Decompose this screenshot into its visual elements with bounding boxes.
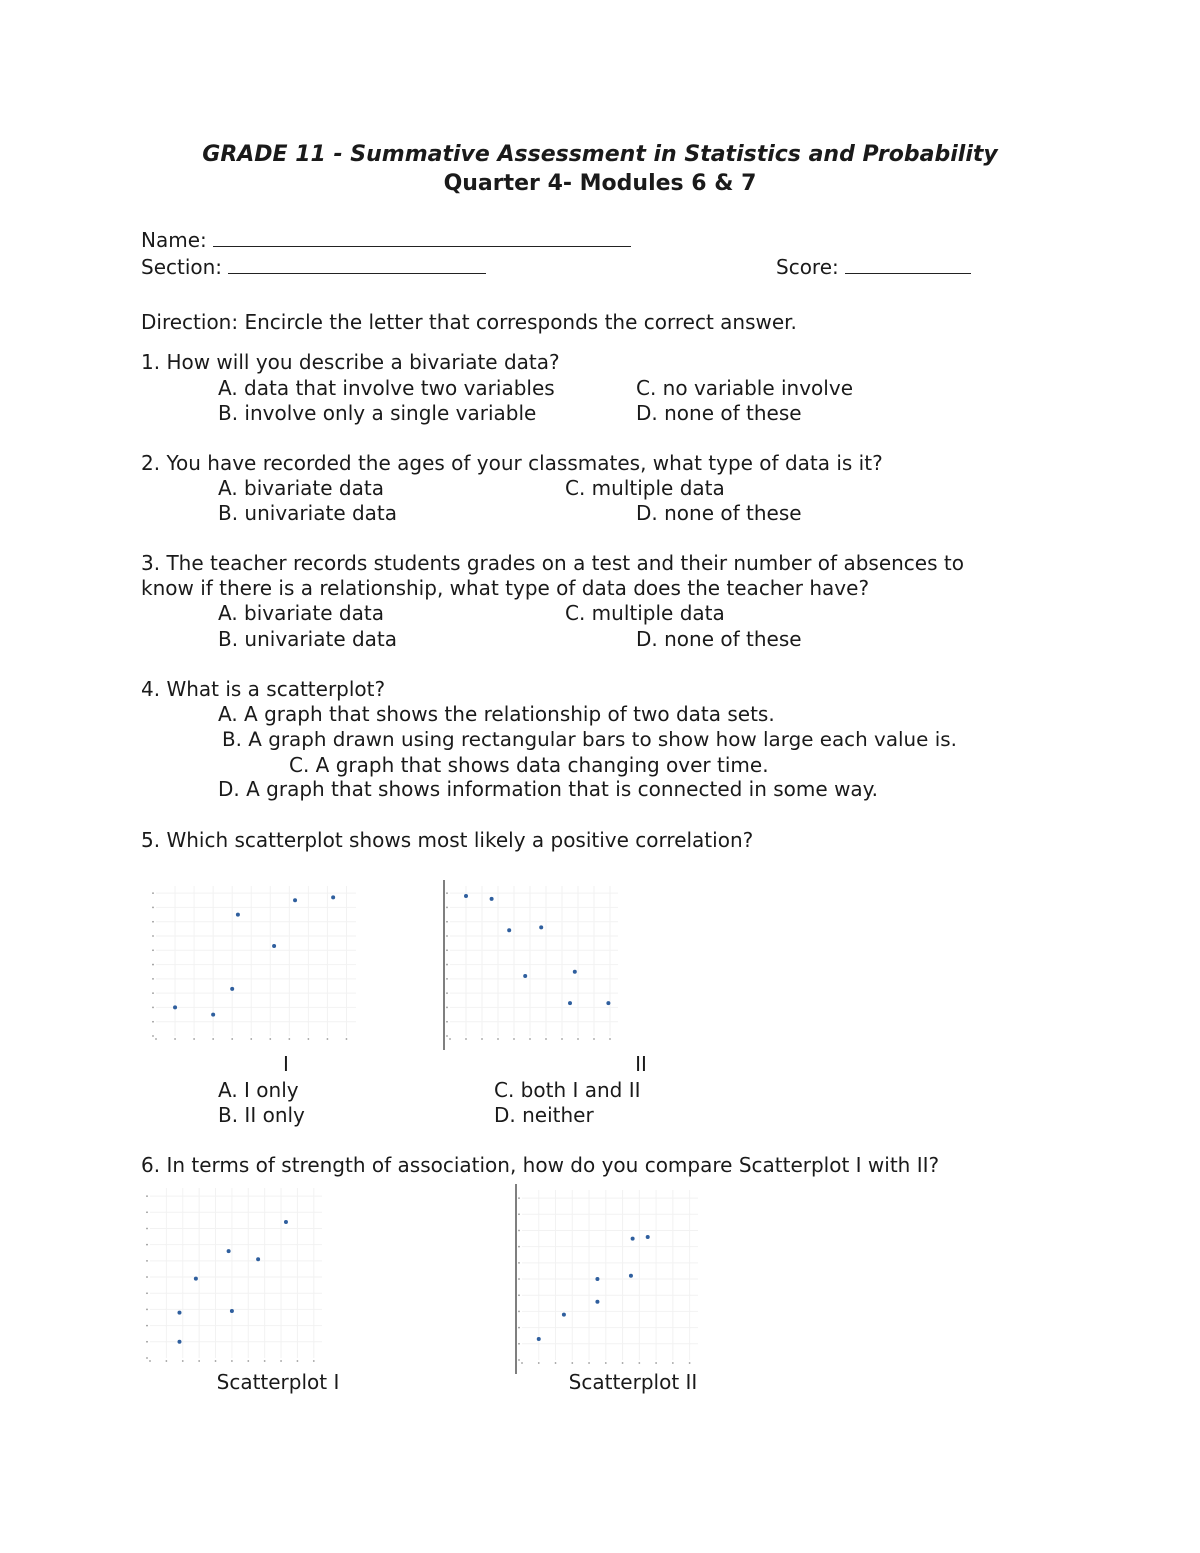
scatter-point xyxy=(631,1237,635,1241)
y-tick-mark xyxy=(152,964,154,966)
q2-choice-c[interactable]: C. multiple data xyxy=(565,476,725,500)
x-tick-mark xyxy=(672,1362,674,1364)
q1-choice-a[interactable]: A. data that involve two variables xyxy=(218,376,555,400)
y-tick-mark xyxy=(146,1292,148,1294)
y-tick-mark xyxy=(518,1294,520,1296)
y-tick-mark xyxy=(146,1260,148,1262)
plot-grid xyxy=(450,886,618,1036)
q3-choice-a[interactable]: A. bivariate data xyxy=(218,601,384,625)
question-5: 5. Which scatterplot shows most likely a positive correlation? xyxy=(141,828,754,852)
scatter-point xyxy=(227,1249,231,1253)
y-tick-mark xyxy=(446,935,448,937)
y-tick-mark xyxy=(518,1213,520,1215)
q3-choice-d[interactable]: D. none of these xyxy=(636,627,802,651)
scatter-point xyxy=(177,1340,181,1344)
section-field xyxy=(141,255,486,279)
q6-plot-label-i: Scatterplot I xyxy=(216,1370,340,1394)
q6-plot-label-ii: Scatterplot II xyxy=(568,1370,698,1394)
x-tick-mark xyxy=(545,1038,547,1040)
scatter-point xyxy=(293,898,297,902)
scatter-point xyxy=(177,1311,181,1315)
scatter-point xyxy=(539,925,543,929)
y-tick-mark xyxy=(146,1195,148,1197)
q3-choice-c[interactable]: C. multiple data xyxy=(565,601,725,625)
scatter-point xyxy=(272,944,276,948)
scatter-point xyxy=(284,1220,288,1224)
x-tick-mark xyxy=(297,1360,299,1362)
y-tick-mark xyxy=(446,978,448,980)
x-tick-mark xyxy=(529,1038,531,1040)
x-tick-mark xyxy=(513,1038,515,1040)
score-blank[interactable] xyxy=(845,255,971,274)
y-tick-mark xyxy=(518,1343,520,1345)
y-tick-mark xyxy=(146,1244,148,1246)
y-tick-mark xyxy=(152,949,154,951)
x-tick-mark xyxy=(689,1362,691,1364)
x-tick-mark xyxy=(327,1038,329,1040)
y-tick-mark xyxy=(152,1035,154,1037)
scatterplot-q5-ii xyxy=(428,876,628,1052)
y-tick-mark xyxy=(446,992,448,994)
x-tick-mark xyxy=(577,1038,579,1040)
x-tick-mark xyxy=(655,1362,657,1364)
scatterplot-q6-i xyxy=(142,1178,332,1364)
y-tick-mark xyxy=(146,1341,148,1343)
section-label: Section: xyxy=(141,255,223,279)
y-tick-mark xyxy=(146,1276,148,1278)
x-tick-mark xyxy=(149,1360,151,1362)
y-tick-mark xyxy=(146,1211,148,1213)
question-1: 1. How will you describe a bivariate data? xyxy=(141,350,560,374)
x-tick-mark xyxy=(264,1360,266,1362)
x-tick-mark xyxy=(215,1360,217,1362)
y-tick-mark xyxy=(152,935,154,937)
y-tick-mark xyxy=(446,892,448,894)
scatter-point xyxy=(629,1274,633,1278)
x-tick-mark xyxy=(521,1362,523,1364)
scatter-point xyxy=(562,1313,566,1317)
y-tick-mark xyxy=(152,978,154,980)
y-tick-mark xyxy=(446,921,448,923)
q5-plot-label-i: I xyxy=(283,1052,289,1076)
page-subtitle: Quarter 4- Modules 6 & 7 xyxy=(443,171,757,196)
score-label: Score: xyxy=(776,255,839,279)
scatter-point xyxy=(331,895,335,899)
x-tick-mark xyxy=(313,1360,315,1362)
q5-choice-c[interactable]: C. both I and II xyxy=(494,1078,641,1102)
scatterplot-q6-ii xyxy=(512,1180,708,1370)
q5-choice-d[interactable]: D. neither xyxy=(494,1103,594,1127)
y-tick-mark xyxy=(446,1007,448,1009)
y-tick-mark xyxy=(146,1309,148,1311)
y-tick-mark xyxy=(518,1311,520,1313)
x-tick-mark xyxy=(307,1038,309,1040)
x-tick-mark xyxy=(346,1038,348,1040)
scatter-point xyxy=(464,894,468,898)
question-4: 4. What is a scatterplot? xyxy=(141,677,386,701)
scatter-point xyxy=(523,974,527,978)
x-tick-mark xyxy=(193,1038,195,1040)
x-tick-mark xyxy=(555,1362,557,1364)
y-tick-mark xyxy=(518,1359,520,1361)
plot-grid xyxy=(522,1190,698,1360)
y-tick-mark xyxy=(152,1021,154,1023)
scatter-point xyxy=(230,987,234,991)
x-tick-mark xyxy=(561,1038,563,1040)
x-tick-mark xyxy=(280,1360,282,1362)
page-title: GRADE 11 - Summative Assessment in Statistics and Probability xyxy=(202,142,998,167)
q5-choice-a[interactable]: A. I only xyxy=(218,1078,299,1102)
q4-choice-d[interactable]: D. A graph that shows information that is connected in some way. xyxy=(218,777,879,801)
scatter-point xyxy=(194,1277,198,1281)
direction-text: Direction: Encircle the letter that corresponds the correct answer. xyxy=(141,310,797,334)
y-tick-mark xyxy=(446,949,448,951)
y-tick-mark xyxy=(152,892,154,894)
y-tick-mark xyxy=(518,1230,520,1232)
question-6: 6. In terms of strength of association, how do you compare Scatterplot I with II? xyxy=(141,1153,940,1177)
y-tick-mark xyxy=(518,1197,520,1199)
y-tick-mark xyxy=(446,907,448,909)
x-tick-mark xyxy=(571,1362,573,1364)
score-field xyxy=(776,255,971,279)
scatter-point xyxy=(606,1001,610,1005)
y-tick-mark xyxy=(518,1278,520,1280)
scatter-point xyxy=(211,1013,215,1017)
name-blank[interactable] xyxy=(213,228,631,247)
q3-choice-b[interactable]: B. univariate data xyxy=(218,627,398,651)
scatter-point xyxy=(490,897,494,901)
question-2: 2. You have recorded the ages of your classmates, what type of data is it? xyxy=(141,451,883,475)
x-tick-mark xyxy=(165,1360,167,1362)
plot-grid xyxy=(156,886,356,1036)
x-tick-mark xyxy=(481,1038,483,1040)
y-tick-mark xyxy=(152,907,154,909)
y-tick-mark xyxy=(152,1007,154,1009)
x-tick-mark xyxy=(593,1038,595,1040)
q2-choice-a[interactable]: A. bivariate data xyxy=(218,476,384,500)
x-tick-mark xyxy=(538,1362,540,1364)
q1-choice-d[interactable]: D. none of these xyxy=(636,401,802,425)
x-tick-mark xyxy=(174,1038,176,1040)
y-tick-mark xyxy=(152,992,154,994)
scatter-point xyxy=(236,913,240,917)
q4-choice-a[interactable]: A. A graph that shows the relationship of two data sets. xyxy=(218,702,775,726)
y-tick-mark xyxy=(446,1035,448,1037)
x-tick-mark xyxy=(247,1360,249,1362)
x-tick-mark xyxy=(605,1362,607,1364)
x-tick-mark xyxy=(449,1038,451,1040)
q5-plot-label-ii: II xyxy=(635,1052,647,1076)
scatter-point xyxy=(537,1337,541,1341)
scatter-point xyxy=(256,1257,260,1261)
y-tick-mark xyxy=(152,921,154,923)
x-tick-mark xyxy=(497,1038,499,1040)
y-tick-mark xyxy=(518,1262,520,1264)
q5-choice-b[interactable]: B. II only xyxy=(218,1103,305,1127)
scatter-point xyxy=(595,1300,599,1304)
y-tick-mark xyxy=(146,1228,148,1230)
q1-choice-c[interactable]: C. no variable involve xyxy=(636,376,853,400)
q2-choice-d[interactable]: D. none of these xyxy=(636,501,802,525)
plot-grid xyxy=(150,1188,322,1358)
scatter-point xyxy=(595,1277,599,1281)
x-tick-mark xyxy=(269,1038,271,1040)
scatter-point xyxy=(230,1309,234,1313)
x-tick-mark xyxy=(622,1362,624,1364)
scatterplot-q5-i xyxy=(146,876,368,1048)
x-tick-mark xyxy=(609,1038,611,1040)
y-tick-mark xyxy=(446,964,448,966)
q2-choice-b[interactable]: B. univariate data xyxy=(218,501,398,525)
x-tick-mark xyxy=(288,1038,290,1040)
name-field xyxy=(141,228,631,252)
x-tick-mark xyxy=(588,1362,590,1364)
q1-choice-b[interactable]: B. involve only a single variable xyxy=(218,401,537,425)
y-tick-mark xyxy=(518,1246,520,1248)
x-tick-mark xyxy=(231,1038,233,1040)
x-tick-mark xyxy=(155,1038,157,1040)
y-tick-mark xyxy=(518,1327,520,1329)
y-tick-mark xyxy=(146,1357,148,1359)
x-tick-mark xyxy=(638,1362,640,1364)
y-tick-mark xyxy=(446,1021,448,1023)
scatter-point xyxy=(573,970,577,974)
x-tick-mark xyxy=(250,1038,252,1040)
name-label: Name: xyxy=(141,228,207,252)
x-tick-mark xyxy=(212,1038,214,1040)
q4-choice-b[interactable]: B. A graph drawn using rectangular bars to show how large each value is. xyxy=(222,728,957,751)
x-tick-mark xyxy=(198,1360,200,1362)
scatter-point xyxy=(173,1005,177,1009)
x-tick-mark xyxy=(231,1360,233,1362)
x-tick-mark xyxy=(182,1360,184,1362)
q4-choice-c[interactable]: C. A graph that shows data changing over time. xyxy=(289,753,769,777)
y-tick-mark xyxy=(146,1325,148,1327)
question-3-line-2: know if there is a relationship, what type of data does the teacher have? xyxy=(141,576,870,600)
scatter-point xyxy=(507,928,511,932)
x-tick-mark xyxy=(465,1038,467,1040)
scatter-point xyxy=(646,1235,650,1239)
question-3-line-1: 3. The teacher records students grades on a test and their number of absences to xyxy=(141,551,964,575)
section-blank[interactable] xyxy=(228,255,486,274)
scatter-point xyxy=(568,1001,572,1005)
